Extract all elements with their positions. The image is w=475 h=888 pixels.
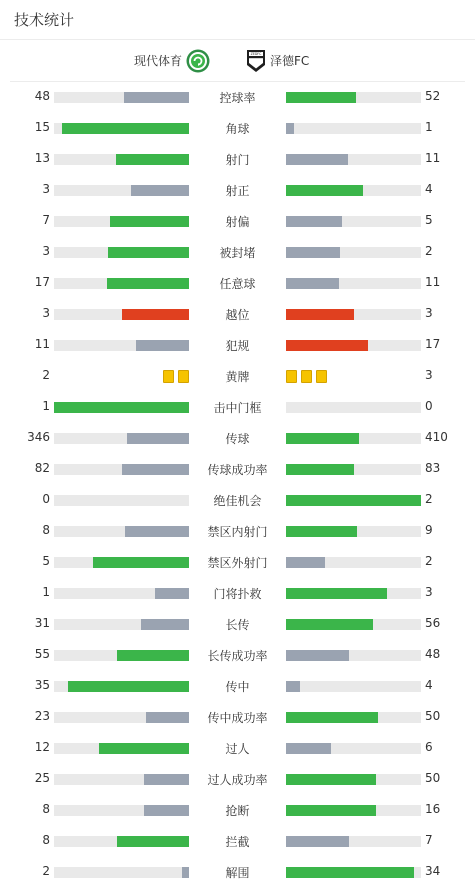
home-bar-track — [54, 247, 189, 258]
away-bar-track — [286, 867, 421, 878]
stat-label: 传中成功率 — [207, 711, 268, 725]
home-value: 3 — [42, 244, 50, 258]
away-bar-fill — [286, 278, 339, 289]
home-value: 25 — [34, 771, 50, 785]
stat-label: 角球 — [225, 122, 250, 136]
home-value: 35 — [34, 678, 50, 692]
home-bar-track — [54, 402, 189, 413]
home-bar-track — [54, 836, 189, 847]
stat-label: 控球率 — [219, 91, 256, 105]
home-bar-track — [54, 774, 189, 785]
away-bar-fill — [286, 433, 359, 444]
away-bar-fill — [286, 309, 354, 320]
away-bar-fill — [286, 867, 414, 878]
home-bar-fill — [110, 216, 189, 227]
away-value: 83 — [425, 461, 441, 475]
stat-row — [0, 702, 475, 733]
away-bar-fill — [286, 774, 376, 785]
away-bar-track — [286, 836, 421, 847]
away-bar-track — [286, 743, 421, 754]
home-value: 55 — [34, 647, 50, 661]
home-bar-track — [54, 743, 189, 754]
away-value: 1 — [425, 120, 433, 134]
stat-label: 长传 — [225, 618, 250, 632]
stat-row — [0, 547, 475, 578]
stat-label: 长传成功率 — [207, 649, 268, 663]
home-bar-fill — [62, 123, 189, 134]
home-bar-fill — [54, 402, 189, 413]
away-bar-track — [286, 464, 421, 475]
yellow-card-icon — [163, 370, 174, 383]
home-bar-fill — [93, 557, 189, 568]
home-value: 8 — [42, 523, 50, 537]
home-bar-track — [54, 464, 189, 475]
away-bar-fill — [286, 588, 387, 599]
stat-row — [0, 175, 475, 206]
home-bar-fill — [117, 836, 189, 847]
stat-row — [0, 454, 475, 485]
away-bar-track — [286, 216, 421, 227]
away-bar-fill — [286, 712, 378, 723]
away-bar-track — [286, 557, 421, 568]
stat-label: 被封堵 — [219, 246, 256, 260]
away-value: 50 — [425, 709, 441, 723]
home-value: 82 — [34, 461, 50, 475]
home-bar-track — [54, 495, 189, 506]
stat-label: 击中门框 — [213, 401, 262, 415]
away-yellow-cards — [286, 370, 327, 383]
home-value: 23 — [34, 709, 50, 723]
home-bar-fill — [99, 743, 189, 754]
away-value: 7 — [425, 833, 433, 847]
home-bar-track — [54, 278, 189, 289]
home-bar-fill — [144, 805, 189, 816]
away-value: 11 — [425, 275, 441, 289]
home-value: 11 — [34, 337, 50, 351]
away-value: 3 — [425, 585, 433, 599]
away-value: 410 — [425, 430, 448, 444]
stat-label: 传球成功率 — [207, 463, 268, 477]
away-value: 4 — [425, 678, 433, 692]
home-value: 13 — [34, 151, 50, 165]
away-bar-track — [286, 588, 421, 599]
stat-row — [0, 113, 475, 144]
home-value: 8 — [42, 833, 50, 847]
home-bar-fill — [144, 774, 189, 785]
away-value: 9 — [425, 523, 433, 537]
stat-label: 过人 — [225, 742, 250, 756]
away-value: 52 — [425, 89, 441, 103]
stat-row — [0, 268, 475, 299]
home-bar-track — [54, 619, 189, 630]
stat-row — [0, 361, 475, 392]
away-bar-fill — [286, 123, 294, 134]
home-value: 1 — [42, 585, 50, 599]
home-value: 3 — [42, 306, 50, 320]
home-bar-fill — [131, 185, 189, 196]
away-bar-fill — [286, 464, 354, 475]
home-value: 17 — [34, 275, 50, 289]
home-bar-track — [54, 712, 189, 723]
away-team[interactable] — [246, 49, 446, 73]
home-team-name: 现代体育 — [133, 54, 182, 68]
home-bar-track — [54, 340, 189, 351]
home-bar-fill — [141, 619, 189, 630]
stat-label: 绝佳机会 — [213, 494, 262, 508]
away-bar-track — [286, 309, 421, 320]
home-bar-fill — [155, 588, 189, 599]
away-value: 2 — [425, 554, 433, 568]
stat-row — [0, 144, 475, 175]
away-team-logo-icon — [246, 49, 266, 73]
away-bar-track — [286, 495, 421, 506]
home-value: 12 — [34, 740, 50, 754]
home-bar-track — [54, 526, 189, 537]
home-value: 8 — [42, 802, 50, 816]
home-bar-fill — [125, 526, 189, 537]
stat-label: 任意球 — [219, 277, 256, 291]
away-bar-track — [286, 402, 421, 413]
stat-label: 射正 — [225, 184, 250, 198]
stat-label: 解围 — [225, 866, 250, 880]
stat-label: 越位 — [225, 308, 250, 322]
home-yellow-cards — [163, 370, 189, 383]
home-bar-fill — [146, 712, 189, 723]
home-bar-track — [54, 185, 189, 196]
away-bar-track — [286, 92, 421, 103]
home-bar-fill — [116, 154, 189, 165]
away-logo-text: ZEDFC — [250, 51, 262, 56]
away-bar-track — [286, 712, 421, 723]
away-bar-fill — [286, 805, 376, 816]
stat-label: 禁区内射门 — [207, 525, 268, 539]
teams-header — [10, 40, 465, 82]
section-header — [0, 0, 475, 40]
away-bar-track — [286, 650, 421, 661]
stat-label: 过人成功率 — [207, 773, 268, 787]
away-value: 50 — [425, 771, 441, 785]
stat-label: 抢断 — [225, 804, 250, 818]
away-value: 48 — [425, 647, 441, 661]
home-bar-fill — [124, 92, 189, 103]
home-bar-fill — [117, 650, 189, 661]
home-bar-track — [54, 309, 189, 320]
away-bar-fill — [286, 836, 349, 847]
stat-row — [0, 764, 475, 795]
home-bar-track — [54, 805, 189, 816]
home-value: 15 — [34, 120, 50, 134]
stat-row — [0, 485, 475, 516]
stat-row — [0, 609, 475, 640]
home-bar-fill — [127, 433, 189, 444]
away-bar-fill — [286, 216, 342, 227]
home-value: 5 — [42, 554, 50, 568]
stat-row — [0, 237, 475, 268]
home-bar-track — [54, 650, 189, 661]
away-bar-track — [286, 185, 421, 196]
home-bar-track — [54, 92, 189, 103]
stat-row — [0, 857, 475, 888]
home-value: 48 — [34, 89, 50, 103]
yellow-card-icon — [178, 370, 189, 383]
stat-row — [0, 330, 475, 361]
stat-label: 拦截 — [225, 835, 250, 849]
away-value: 34 — [425, 864, 441, 878]
yellow-card-icon — [286, 370, 297, 383]
away-bar-track — [286, 681, 421, 692]
away-bar-fill — [286, 619, 373, 630]
home-bar-track — [54, 867, 189, 878]
away-bar-fill — [286, 154, 348, 165]
yellow-card-icon — [301, 370, 312, 383]
away-bar-fill — [286, 650, 349, 661]
home-bar-track — [54, 433, 189, 444]
away-value: 4 — [425, 182, 433, 196]
away-bar-track — [286, 278, 421, 289]
away-bar-track — [286, 433, 421, 444]
home-bar-fill — [107, 278, 189, 289]
stat-row — [0, 206, 475, 237]
away-value: 11 — [425, 151, 441, 165]
home-value: 7 — [42, 213, 50, 227]
home-bar-fill — [136, 340, 189, 351]
away-team-name: 泽德FC — [270, 54, 310, 68]
home-bar-track — [54, 557, 189, 568]
away-bar-track — [286, 526, 421, 537]
away-bar-fill — [286, 247, 340, 258]
away-value: 0 — [425, 399, 433, 413]
away-bar-track — [286, 154, 421, 165]
stat-label: 禁区外射门 — [207, 556, 268, 570]
home-value: 0 — [42, 492, 50, 506]
away-bar-track — [286, 247, 421, 258]
stat-row — [0, 299, 475, 330]
stat-label: 门将扑救 — [213, 587, 262, 601]
home-value: 2 — [42, 864, 50, 878]
yellow-card-icon — [316, 370, 327, 383]
stat-row — [0, 392, 475, 423]
stat-row — [0, 578, 475, 609]
away-value: 17 — [425, 337, 441, 351]
home-value: 346 — [27, 430, 50, 444]
away-bar-track — [286, 619, 421, 630]
home-bar-track — [54, 588, 189, 599]
away-bar-fill — [286, 681, 300, 692]
home-bar-track — [54, 123, 189, 134]
home-value: 3 — [42, 182, 50, 196]
home-bar-track — [54, 681, 189, 692]
away-value: 6 — [425, 740, 433, 754]
home-value: 1 — [42, 399, 50, 413]
stat-label: 射门 — [225, 153, 250, 167]
home-bar-fill — [122, 464, 189, 475]
stat-label: 犯规 — [225, 339, 250, 353]
home-bar-track — [54, 216, 189, 227]
away-value: 16 — [425, 802, 441, 816]
stat-label: 传球 — [225, 432, 250, 446]
away-value: 56 — [425, 616, 441, 630]
stat-row — [0, 516, 475, 547]
home-bar-track — [54, 154, 189, 165]
away-bar-track — [286, 805, 421, 816]
away-bar-fill — [286, 495, 421, 506]
stats-list — [0, 82, 475, 888]
home-bar-fill — [182, 867, 190, 878]
stat-row — [0, 795, 475, 826]
away-value: 5 — [425, 213, 433, 227]
stat-label: 射偏 — [225, 215, 250, 229]
home-team-logo-icon — [186, 49, 210, 73]
section-title: 技术统计 — [14, 11, 75, 29]
stat-row — [0, 82, 475, 113]
stat-row — [0, 671, 475, 702]
away-value: 3 — [425, 368, 433, 382]
home-bar-fill — [108, 247, 189, 258]
away-bar-fill — [286, 557, 325, 568]
away-bar-fill — [286, 743, 331, 754]
home-team[interactable] — [10, 49, 210, 73]
stat-label: 传中 — [225, 680, 250, 694]
away-bar-fill — [286, 340, 368, 351]
stat-label: 黄牌 — [225, 370, 250, 384]
home-bar-fill — [68, 681, 189, 692]
stat-row — [0, 423, 475, 454]
away-bar-track — [286, 340, 421, 351]
home-value: 2 — [42, 368, 50, 382]
stat-row — [0, 733, 475, 764]
stat-row — [0, 640, 475, 671]
away-value: 2 — [425, 244, 433, 258]
away-bar-track — [286, 123, 421, 134]
away-value: 2 — [425, 492, 433, 506]
away-bar-fill — [286, 526, 357, 537]
home-bar-fill — [122, 309, 190, 320]
away-bar-fill — [286, 92, 356, 103]
away-value: 3 — [425, 306, 433, 320]
away-bar-fill — [286, 185, 363, 196]
home-value: 31 — [34, 616, 50, 630]
stat-row — [0, 826, 475, 857]
away-bar-track — [286, 774, 421, 785]
